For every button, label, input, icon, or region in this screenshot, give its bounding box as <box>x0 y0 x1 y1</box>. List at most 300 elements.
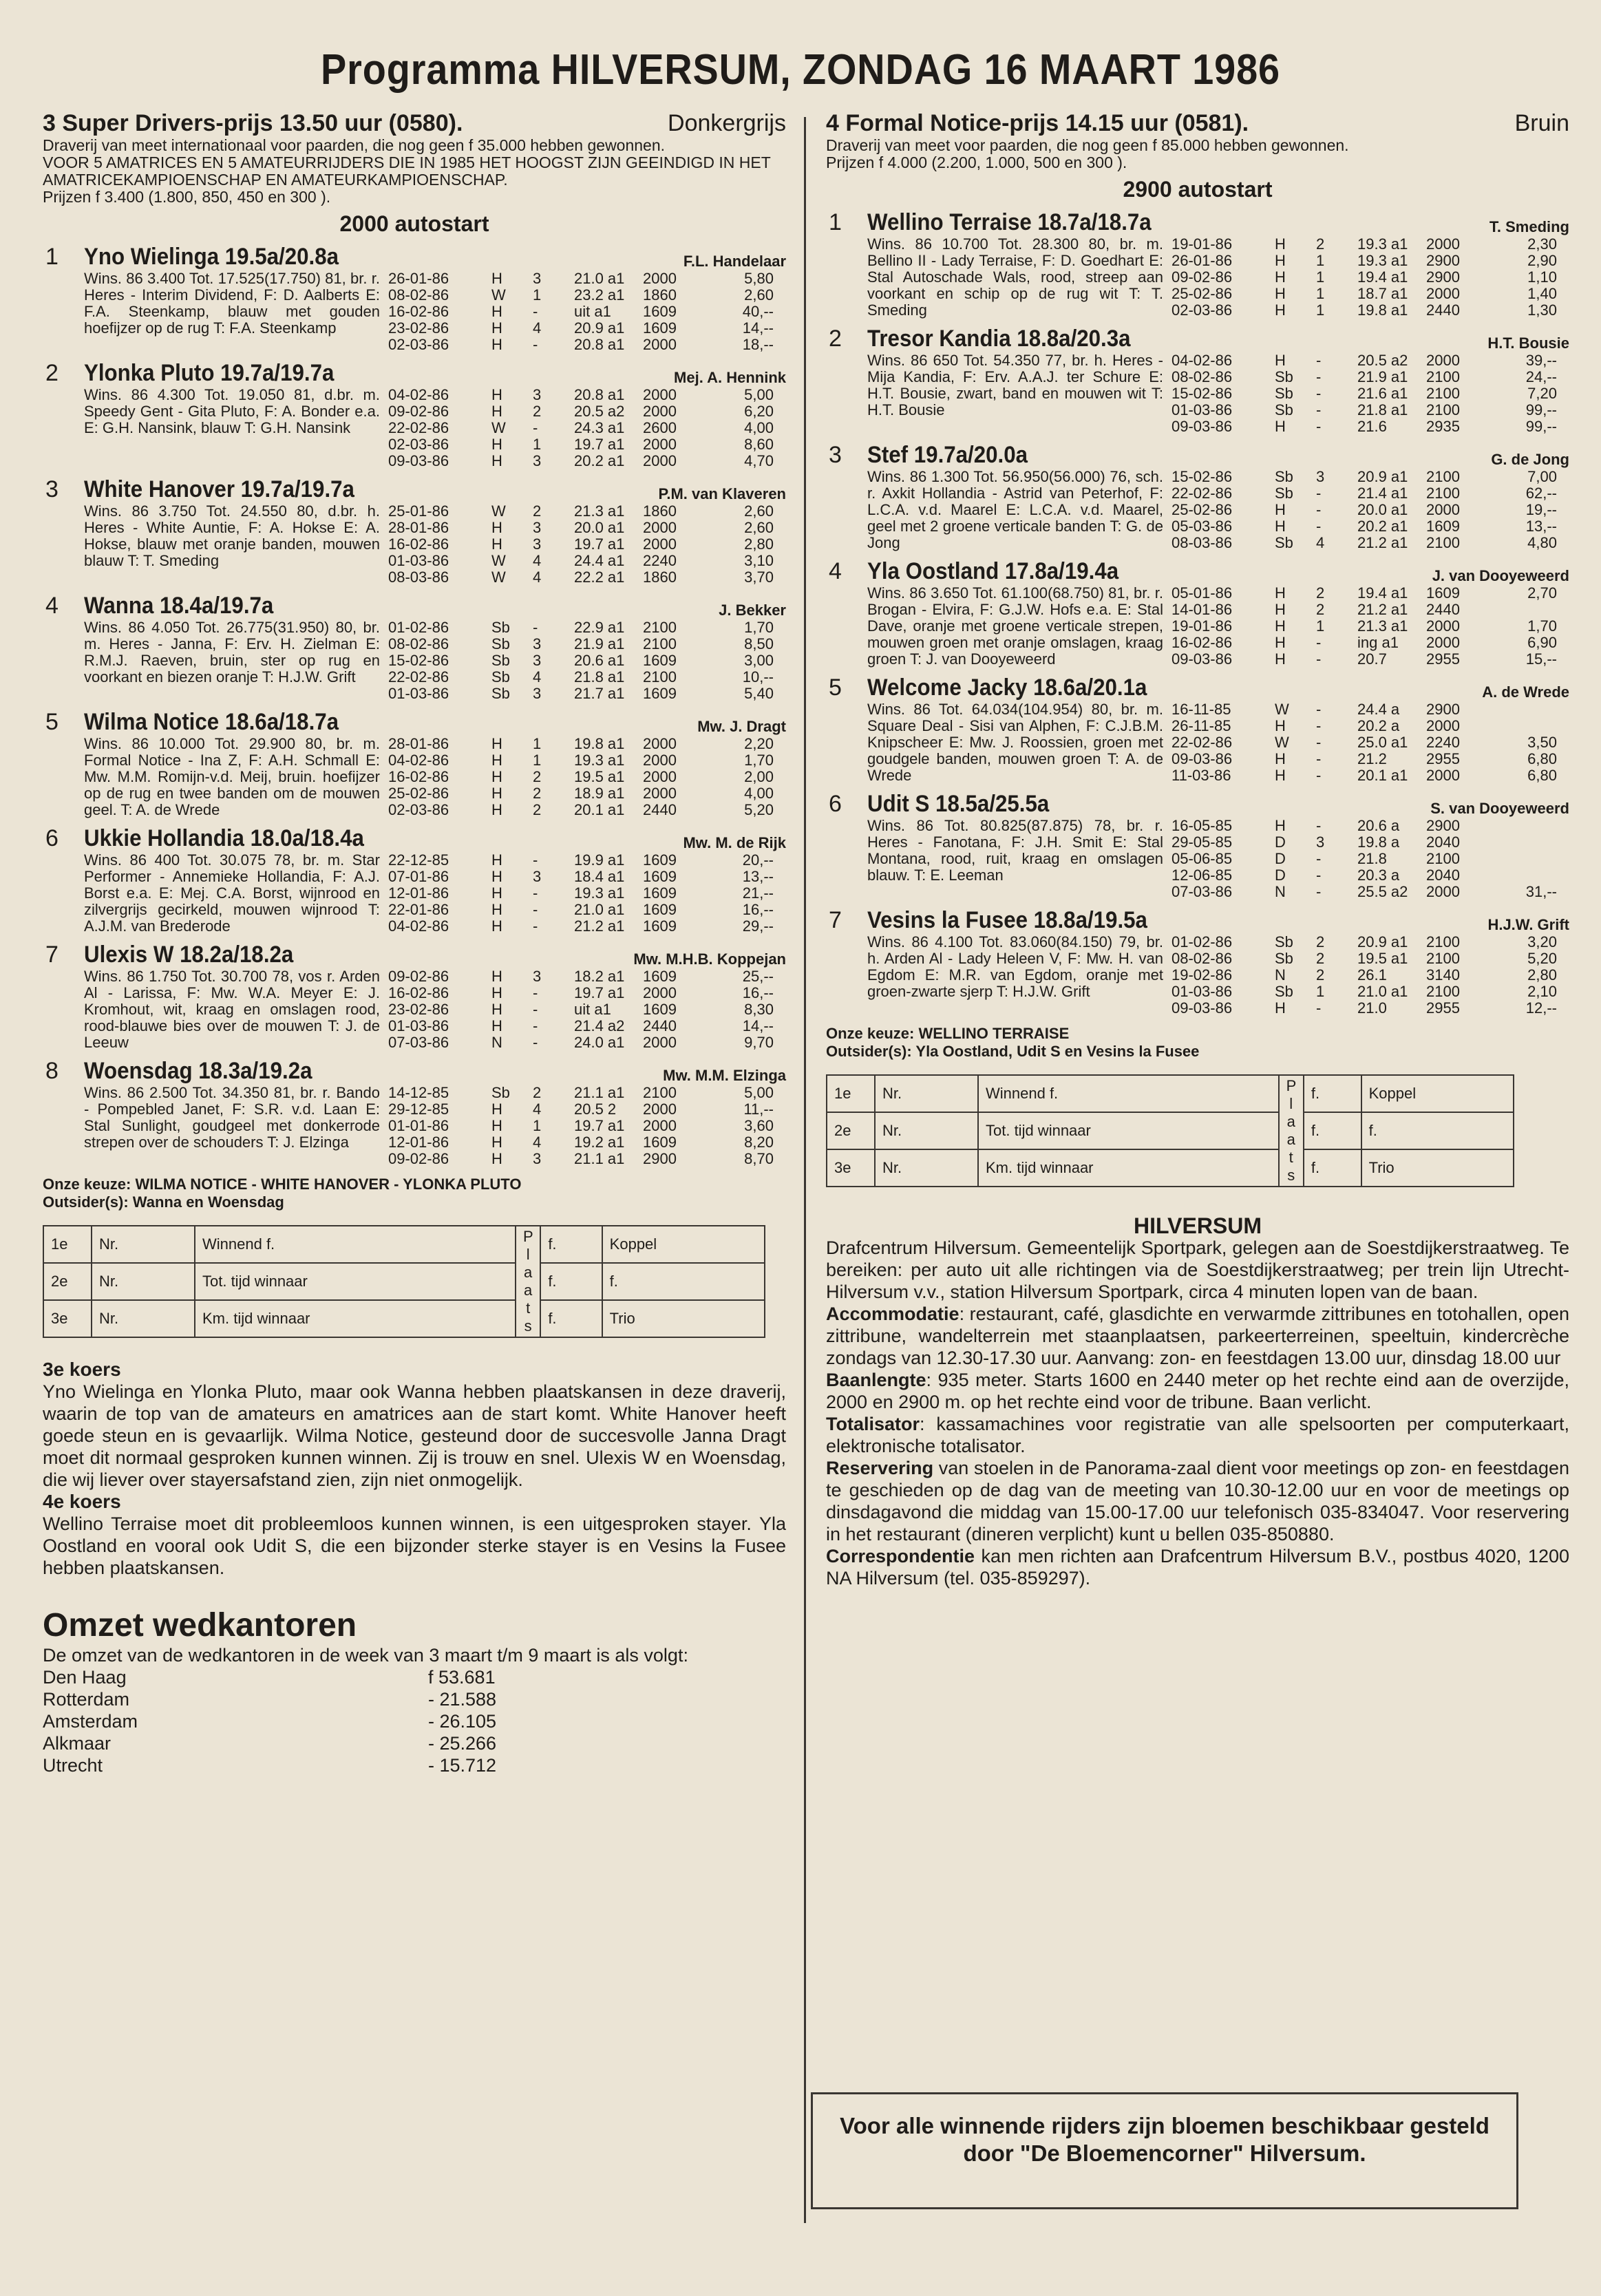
result-cell: 2900 <box>1426 817 1460 834</box>
result-cell: 8,30 <box>744 1001 774 1018</box>
result-cell: 04-02-86 <box>388 917 449 935</box>
result-cell: 5,40 <box>744 685 774 702</box>
result-cell: 2900 <box>643 1150 677 1167</box>
horse-name-row <box>84 942 786 968</box>
result-cell: 09-02-86 <box>388 968 449 985</box>
result-cell: 2440 <box>643 801 677 818</box>
result-cell: 2000 <box>643 519 677 536</box>
horse-body <box>867 791 1569 900</box>
result-row <box>1171 286 1569 302</box>
horse-body <box>84 1058 786 1167</box>
result-cell: 22.9 a1 <box>574 619 625 636</box>
horse-number: 1 <box>829 209 842 235</box>
result-cell: 20.3 a <box>1357 867 1400 884</box>
result-cell: 01-03-86 <box>1171 401 1233 418</box>
result-cell: 21.6 <box>1357 418 1387 435</box>
race-4-column <box>826 110 1569 1589</box>
result-cell: 09-02-86 <box>1171 268 1233 286</box>
result-cell: 19.4 a1 <box>1357 584 1408 602</box>
result-cell: 8,50 <box>744 635 774 652</box>
horse-name-row <box>84 476 786 503</box>
horse-details <box>84 736 786 818</box>
result-cell: - <box>1316 352 1322 369</box>
result-cell: 19.3 a1 <box>1357 235 1408 253</box>
result-cell: 3 <box>533 685 542 702</box>
result-cell: 3140 <box>1426 966 1460 984</box>
result-cell: 2000 <box>1426 883 1460 900</box>
result-cell: 18.2 a1 <box>574 968 625 985</box>
result-cell: 01-03-86 <box>388 1017 449 1034</box>
result-cell <box>1495 701 1557 718</box>
horse-number: 3 <box>45 476 59 502</box>
number-cell: Nr. <box>875 1075 978 1112</box>
result-cell: 16,-- <box>742 984 774 1001</box>
result-cell: H <box>491 1117 502 1134</box>
result-cell: 29-05-85 <box>1171 833 1233 851</box>
number-cell: Nr. <box>92 1226 195 1263</box>
result-cell: 2440 <box>1426 301 1460 319</box>
result-cell: 2000 <box>643 403 677 420</box>
result-cell: 12,-- <box>1525 999 1557 1017</box>
result-row <box>388 337 786 353</box>
result-cell: 20.5 2 <box>574 1101 617 1118</box>
result-cell: H <box>1275 418 1286 435</box>
plaats-cell: P l a a t s <box>1279 1075 1304 1187</box>
result-cell: H <box>491 519 502 536</box>
result-cell: 21.8 <box>1357 850 1387 867</box>
result-cell: 2,90 <box>1527 252 1557 269</box>
horse-number: 5 <box>829 674 842 701</box>
horse-name: Udit S 18.5a/25.5a <box>867 791 1050 817</box>
label-cell: Tot. tijd winnaar <box>195 1263 516 1300</box>
horse-description: Wins. 86 2.500 Tot. 34.350 81, br. r. Bando - Pompebled Janet, F: S.R. v.d. Laan E: Stal Sunlight, goudgeel met donkerrode strepen over de schouders T: J. Elzinga <box>84 1084 380 1151</box>
result-row <box>1171 635 1569 651</box>
result-cell: 01-02-86 <box>1171 933 1233 950</box>
turnover-amount: - 26.105 <box>428 1711 497 1732</box>
result-cell: 1609 <box>643 884 677 902</box>
race-title: 3 Super Drivers-prijs 13.50 uur (0580). <box>43 110 463 136</box>
result-cell: H <box>491 319 502 337</box>
result-row <box>388 752 786 769</box>
result-cell: 2,10 <box>1527 983 1557 1000</box>
result-cell: 21.2 <box>1357 750 1387 767</box>
result-cell: 3,60 <box>744 1117 774 1134</box>
result-row <box>1171 701 1569 718</box>
result-row <box>388 270 786 287</box>
race-distance: 2000 autostart <box>339 211 489 236</box>
result-cell: 02-03-86 <box>1171 301 1233 319</box>
driver-name: J. Bekker <box>719 602 786 619</box>
result-cell: 01-02-86 <box>388 619 449 636</box>
result-cell: 19.4 a1 <box>1357 268 1408 286</box>
result-cell: 01-03-86 <box>388 552 449 569</box>
horse-name-row <box>867 674 1569 701</box>
result-cell: 16,-- <box>742 901 774 918</box>
race-conditions: Prijzen f 3.400 (1.800, 850, 450 en 300 ). <box>43 188 331 206</box>
result-row <box>1171 535 1569 551</box>
result-cell: 62,-- <box>1525 485 1557 502</box>
horse-entry <box>43 360 786 469</box>
info-paragraph <box>826 1369 1569 1413</box>
horse-name-row <box>84 1058 786 1085</box>
result-cell: 4,80 <box>1527 534 1557 551</box>
horse-number: 4 <box>45 593 59 619</box>
result-cell: 26.1 <box>1357 966 1387 984</box>
result-cell: 07-03-86 <box>1171 883 1233 900</box>
result-cell: 2000 <box>643 1117 677 1134</box>
horse-name-row <box>867 326 1569 352</box>
result-row <box>1171 402 1569 418</box>
info-label: Reservering <box>826 1458 934 1478</box>
horse-body <box>867 326 1569 435</box>
result-cell: - <box>533 303 538 320</box>
result-cell: H <box>1275 252 1286 269</box>
result-sheet <box>43 1225 765 1338</box>
result-row <box>388 785 786 802</box>
result-cell: Sb <box>1275 401 1293 418</box>
result-cell: 4,70 <box>744 452 774 469</box>
result-cell: 1 <box>1316 617 1325 635</box>
result-cell: 19.7 a1 <box>574 984 625 1001</box>
race-results <box>380 270 786 353</box>
result-cell: 19-02-86 <box>1171 966 1233 984</box>
horse-name: Wellino Terraise 18.7a/18.7a <box>867 209 1152 235</box>
result-cell: 19.5 a1 <box>1357 950 1408 967</box>
result-cell: 21.8 a1 <box>1357 401 1408 418</box>
horse-details <box>867 818 1569 900</box>
result-cell: 22-01-86 <box>388 901 449 918</box>
result-cell: 20.1 a1 <box>1357 767 1408 784</box>
result-row <box>388 685 786 702</box>
result-cell: 09-03-86 <box>1171 418 1233 435</box>
result-row <box>388 669 786 685</box>
result-cell: W <box>491 552 506 569</box>
result-cell: 1609 <box>1426 518 1460 535</box>
result-cell: 3 <box>533 452 542 469</box>
result-cell: 19.5 a1 <box>574 768 625 785</box>
analysis-4-heading: 4e koers <box>43 1491 121 1512</box>
result-cell: 09-03-86 <box>1171 750 1233 767</box>
result-cell: 14,-- <box>742 1017 774 1034</box>
result-cell: N <box>1275 883 1286 900</box>
result-cell: 20.9 a1 <box>1357 468 1408 485</box>
flower-sponsor-box <box>811 2092 1518 2209</box>
result-cell: H <box>491 403 502 420</box>
result-cell: 28-01-86 <box>388 735 449 752</box>
result-cell: 19.3 a1 <box>574 884 625 902</box>
horse-details <box>84 968 786 1051</box>
result-cell: 2000 <box>643 1034 677 1051</box>
result-cell: 2900 <box>1426 701 1460 718</box>
driver-name: Mw. M. de Rijk <box>683 834 786 851</box>
result-cell: 19.9 a1 <box>574 851 625 869</box>
bet-cell: Koppel <box>1361 1075 1514 1112</box>
horse-name: Ulexis W 18.2a/18.2a <box>84 942 294 968</box>
result-cell: 26-01-86 <box>388 270 449 287</box>
result-cell: 2100 <box>1426 534 1460 551</box>
result-row <box>388 1018 786 1034</box>
label-cell: Km. tijd winnaar <box>978 1149 1279 1187</box>
result-cell: - <box>1316 650 1322 668</box>
result-cell: 15-02-86 <box>1171 468 1233 485</box>
race-results <box>380 387 786 469</box>
result-cell: 13,-- <box>1525 518 1557 535</box>
result-cell: 24.3 a1 <box>574 419 625 436</box>
horse-name-row <box>84 244 786 270</box>
result-cell: 29,-- <box>742 917 774 935</box>
analysis-3-text: Yno Wielinga en Ylonka Pluto, maar ook Wanna hebben plaatskansen in deze draverij, waarin de top van de amateurs en amatrices aan de start komt. White Hanover heeft goede steun en is gevaarlijk. Wilma Notice, gesteund door de succesvolle Janna Dragt moet dit normaal gesproken kunnen winnen. Zij is trouw en snel. Ulexis W en Woensdag, die wij liever over stayersafstand zien, zijn niet onmogelijk. <box>43 1381 786 1490</box>
result-cell: - <box>1316 767 1322 784</box>
horse-name: Welcome Jacky 18.6a/20.1a <box>867 674 1147 701</box>
result-cell: 18.9 a1 <box>574 785 625 802</box>
result-cell: 2100 <box>643 635 677 652</box>
result-cell: 01-01-86 <box>388 1117 449 1134</box>
turnover-city: Den Haag <box>43 1667 127 1688</box>
driver-name: T. Smeding <box>1489 218 1569 235</box>
result-cell: 1 <box>1316 252 1325 269</box>
horse-details <box>867 469 1569 551</box>
horse-number: 6 <box>45 825 59 851</box>
horse-body <box>84 709 786 818</box>
result-cell: - <box>1316 883 1322 900</box>
result-row <box>388 1085 786 1101</box>
result-cell: 16-02-86 <box>388 303 449 320</box>
result-cell: 24,-- <box>1525 368 1557 385</box>
result-cell: H <box>1275 750 1286 767</box>
horse-name: Tresor Kandia 18.8a/20.3a <box>867 326 1131 352</box>
horse-number: 2 <box>829 326 842 352</box>
result-cell: - <box>1316 701 1322 718</box>
result-cell: - <box>533 419 538 436</box>
result-cell: - <box>1316 385 1322 402</box>
result-cell: 4 <box>1316 534 1325 551</box>
result-cell: 24.0 a1 <box>574 1034 625 1051</box>
result-cell: 8,70 <box>744 1150 774 1167</box>
result-cell: 14-12-85 <box>388 1084 449 1101</box>
turnover-intro: De omzet van de wedkantoren in de week van 3 maart t/m 9 maart is als volgt: <box>43 1645 688 1666</box>
result-cell: H <box>491 535 502 553</box>
result-cell: 4 <box>533 1134 542 1151</box>
result-cell: H <box>491 801 502 818</box>
horse-name: Wilma Notice 18.6a/18.7a <box>84 709 339 735</box>
result-cell: 1860 <box>643 568 677 586</box>
result-cell: 19.8 a1 <box>1357 301 1408 319</box>
result-cell: H <box>491 851 502 869</box>
result-cell: H <box>491 1134 502 1151</box>
result-cell: H <box>491 336 502 353</box>
result-cell: 21.1 a1 <box>574 1150 625 1167</box>
result-cell: 16-02-86 <box>388 984 449 1001</box>
horse-details <box>84 503 786 586</box>
result-cell: 2000 <box>643 752 677 769</box>
info-label: Totalisator <box>826 1414 920 1434</box>
horse-details <box>867 236 1569 319</box>
result-cell: 21.2 a1 <box>1357 534 1408 551</box>
result-cell: 3 <box>533 270 542 287</box>
label-cell: Tot. tijd winnaar <box>978 1112 1279 1149</box>
result-cell: H <box>1275 617 1286 635</box>
result-row <box>388 553 786 569</box>
result-cell: 25,-- <box>742 968 774 985</box>
horse-entry <box>826 209 1569 319</box>
result-cell: H <box>1275 584 1286 602</box>
result-cell: 2 <box>533 768 542 785</box>
horse-name-row <box>867 209 1569 236</box>
result-cell: 09-03-86 <box>1171 999 1233 1017</box>
result-cell: 20.9 a1 <box>1357 933 1408 950</box>
horse-details <box>867 934 1569 1017</box>
race-results <box>380 968 786 1051</box>
result-cell: 21.6 a1 <box>1357 385 1408 402</box>
our-choice: Onze keuze: WILMA NOTICE - WHITE HANOVER - YLONKA PLUTO <box>43 1176 522 1193</box>
result-cell: - <box>1316 401 1322 418</box>
result-cell: 12-01-86 <box>388 884 449 902</box>
result-cell: 12-06-85 <box>1171 867 1233 884</box>
result-cell: 09-02-86 <box>388 403 449 420</box>
result-row <box>1171 851 1569 867</box>
result-row <box>1171 884 1569 900</box>
result-cell: 21.4 a1 <box>1357 485 1408 502</box>
result-cell: 15,-- <box>1525 650 1557 668</box>
result-cell: H <box>491 1017 502 1034</box>
result-cell: 5,20 <box>744 801 774 818</box>
result-cell: 04-02-86 <box>388 752 449 769</box>
result-cell: H <box>491 785 502 802</box>
horse-number: 7 <box>829 907 842 933</box>
result-cell: 20.1 a1 <box>574 801 625 818</box>
result-cell: 1860 <box>643 502 677 520</box>
result-cell: 20.2 a1 <box>1357 518 1408 535</box>
horse-description: Wins. 86 10.700 Tot. 28.300 80, br. m. Bellino II - Lady Terraise, F: D. Goedhart E: Stal Autoschade Wals, rood, streep aan voorkant en schip op de rug wit T: T. Smeding <box>867 235 1163 319</box>
track-location: Drafcentrum Hilversum. Gemeentelijk Sportpark, gelegen aan de Soestdijkerstraatweg. Te bereiken: per auto uit alle richtingen via de Soestdijkerstraatweg; per trein lijn Utrecht-Hilversum v.v., station Hilversum Sportpark, circa 4 minuten lopen van de baan. <box>826 1237 1569 1302</box>
result-row <box>1171 302 1569 319</box>
result-cell: 2100 <box>1426 401 1460 418</box>
result-cell: 25-01-86 <box>388 502 449 520</box>
result-cell: 2935 <box>1426 418 1460 435</box>
number-cell: Nr. <box>875 1112 978 1149</box>
race-header <box>43 110 786 137</box>
bet-cell: Trio <box>602 1300 765 1337</box>
result-row <box>388 852 786 869</box>
result-cell: 21.8 a1 <box>574 668 625 685</box>
result-row <box>388 902 786 918</box>
result-cell: 18.4 a1 <box>574 868 625 885</box>
result-cell: 2,80 <box>744 535 774 553</box>
horse-entry <box>43 825 786 935</box>
result-cell: 3,50 <box>1527 734 1557 751</box>
result-row <box>388 985 786 1001</box>
number-cell: Nr. <box>92 1300 195 1337</box>
horse-number: 8 <box>45 1058 59 1084</box>
result-cell: 2100 <box>643 668 677 685</box>
result-cell: - <box>1316 485 1322 502</box>
result-cell: 31,-- <box>1525 883 1557 900</box>
result-cell: 05-06-85 <box>1171 850 1233 867</box>
result-cell: H <box>491 1001 502 1018</box>
result-cell: 20.6 a <box>1357 817 1400 834</box>
result-cell: 01-03-86 <box>388 685 449 702</box>
horse-description: Wins. 86 4.300 Tot. 19.050 81, d.br. m. Speedy Gent - Gita Pluto, F: A. Bonder e.a. E: G.H. Nansink, blauw T: G.H. Nansink <box>84 386 380 436</box>
result-row <box>1171 867 1569 884</box>
result-cell: 4 <box>533 668 542 685</box>
place-label: 3e <box>827 1149 875 1187</box>
result-cell: 11-03-86 <box>1171 767 1231 784</box>
result-row <box>1171 418 1569 435</box>
result-cell: - <box>1316 634 1322 651</box>
info-label: Accommodatie <box>826 1304 959 1324</box>
result-cell: 2000 <box>643 436 677 453</box>
result-row <box>1171 967 1569 984</box>
result-cell: W <box>1275 701 1289 718</box>
result-cell: Sb <box>1275 950 1293 967</box>
horse-name-row <box>84 593 786 619</box>
horse-name-row <box>84 825 786 852</box>
result-row <box>388 968 786 985</box>
result-cell <box>1495 867 1557 884</box>
info-paragraph <box>826 1545 1569 1589</box>
result-cell: 2100 <box>643 1084 677 1101</box>
result-cell: 21.3 a1 <box>574 502 625 520</box>
result-cell: W <box>491 286 506 304</box>
result-cell: 16-02-86 <box>388 535 449 553</box>
horse-name-row <box>867 907 1569 934</box>
result-cell: 02-03-86 <box>388 801 449 818</box>
result-cell: 2100 <box>1426 385 1460 402</box>
result-cell: 16-02-86 <box>388 768 449 785</box>
result-row <box>1171 518 1569 535</box>
result-cell: 2 <box>1316 235 1325 253</box>
horse-name: Yno Wielinga 19.5a/20.8a <box>84 244 339 270</box>
info-paragraph <box>826 1303 1569 1369</box>
result-row <box>388 403 786 420</box>
result-cell: 1609 <box>643 652 677 669</box>
result-cell: 21.9 a1 <box>574 635 625 652</box>
analysis-3-heading: 3e koers <box>43 1359 121 1380</box>
horse-details <box>84 1085 786 1167</box>
result-cell: 23.2 a1 <box>574 286 625 304</box>
result-cell: 14-01-86 <box>1171 601 1233 618</box>
result-cell: 3 <box>1316 833 1325 851</box>
race-conditions: Draverij van meet internationaal voor paarden, die nog geen f 35.000 hebben gewonnen. <box>43 136 666 154</box>
result-row <box>388 1118 786 1134</box>
result-cell: 18.7 a1 <box>1357 285 1408 302</box>
result-row <box>388 869 786 885</box>
result-cell: 22-02-86 <box>388 419 449 436</box>
result-cell: 19.7 a1 <box>574 436 625 453</box>
result-cell: 20.2 a <box>1357 717 1400 734</box>
bet-cell: f. <box>1361 1112 1514 1149</box>
result-row <box>388 453 786 469</box>
result-cell: 1609 <box>643 851 677 869</box>
result-cell: H <box>1275 301 1286 319</box>
result-cell: 5,20 <box>1527 950 1557 967</box>
result-cell: 2,20 <box>744 735 774 752</box>
result-cell: 04-02-86 <box>1171 352 1233 369</box>
result-cell: 6,80 <box>1527 767 1557 784</box>
result-cell: H <box>1275 601 1286 618</box>
result-cell: 2000 <box>643 452 677 469</box>
horse-name: Ukkie Hollandia 18.0a/18.4a <box>84 825 364 851</box>
bet-cell: Koppel <box>602 1226 765 1263</box>
result-cell: 19-01-86 <box>1171 235 1233 253</box>
result-cell: 16-05-85 <box>1171 817 1233 834</box>
result-cell: 2440 <box>1426 601 1460 618</box>
horse-name: Ylonka Pluto 19.7a/19.7a <box>84 360 335 386</box>
info-text: : 935 meter. Starts 1600 en 2440 meter op het rechte eind aan de overzijde, 2000 en 2900 m. op het rechte eind voor de tribune. Baan verlicht. <box>826 1370 1569 1412</box>
result-row <box>1171 369 1569 385</box>
amount-cell: f. <box>1304 1112 1361 1149</box>
result-cell: 23-02-86 <box>388 1001 449 1018</box>
